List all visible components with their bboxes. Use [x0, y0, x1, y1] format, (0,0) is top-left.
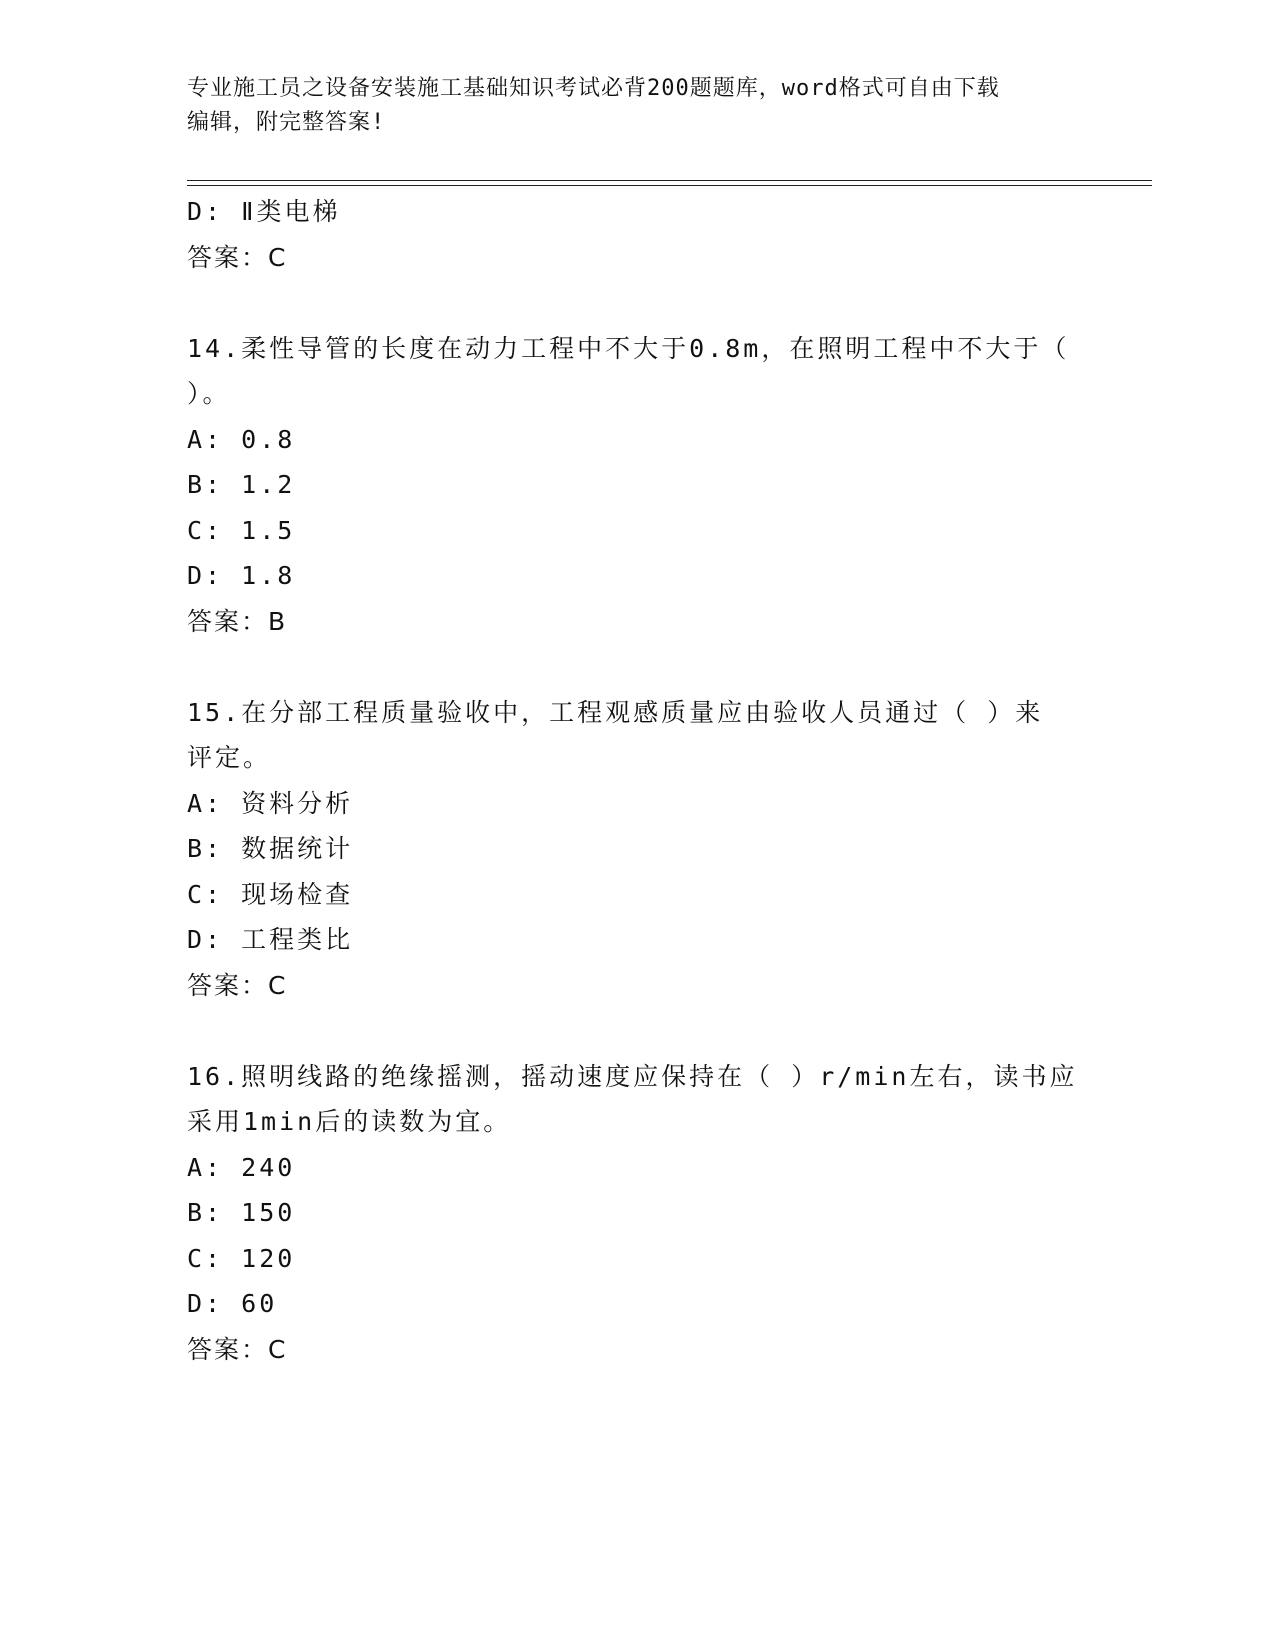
question-text-line-1: 16.照明线路的绝缘摇测，摇动速度应保持在（ ）r/min左右，读书应: [187, 1061, 1078, 1091]
question-text-line-2: 评定。: [187, 743, 272, 772]
question-text-line-1: 14.柔性导管的长度在动力工程中不大于0.8m，在照明工程中不大于（: [187, 333, 1070, 363]
option-a: A: 240: [187, 1152, 296, 1182]
option-c: C: 120: [187, 1243, 296, 1273]
option-c: C: 1.5: [187, 515, 296, 545]
prev-answer: 答案：C: [187, 242, 288, 272]
question-text-line-1: 15.在分部工程质量验收中，工程观感质量应由验收人员通过（ ）来: [187, 697, 1044, 727]
option-d: D: 工程类比: [187, 925, 354, 954]
spacer: [187, 280, 1087, 326]
answer: 答案：C: [187, 1334, 288, 1364]
question-14: [187, 326, 1087, 645]
option-a: A: 0.8: [187, 424, 296, 454]
header-divider-bottom: [187, 185, 1152, 186]
document-header: [187, 72, 1067, 140]
prev-option-d: D: Ⅱ类电梯: [187, 197, 341, 226]
header-divider-top: [187, 180, 1152, 181]
option-d: D: 60: [187, 1289, 278, 1318]
option-a: A: 资料分析: [187, 788, 354, 818]
option-b: B: 150: [187, 1198, 296, 1227]
question-16: [187, 1054, 1087, 1373]
option-d: D: 1.8: [187, 561, 296, 590]
answer: 答案：C: [187, 970, 288, 1000]
header-line-1: 专业施工员之设备安装施工基础知识考试必背200题题库，word格式可自由下载: [187, 76, 1000, 101]
option-c: C: 现场检查: [187, 879, 354, 909]
spacer: [187, 644, 1087, 690]
answer: 答案：B: [187, 606, 288, 636]
option-b: B: 数据统计: [187, 834, 354, 863]
header-line-2: 编辑，附完整答案!: [187, 110, 386, 135]
question-text-line-2: 采用1min后的读数为宜。: [187, 1107, 512, 1136]
document-body: [187, 189, 1087, 1372]
spacer: [187, 1008, 1087, 1054]
question-text-line-2: ）。: [187, 379, 231, 408]
option-b: B: 1.2: [187, 470, 296, 499]
question-15: [187, 690, 1087, 1009]
